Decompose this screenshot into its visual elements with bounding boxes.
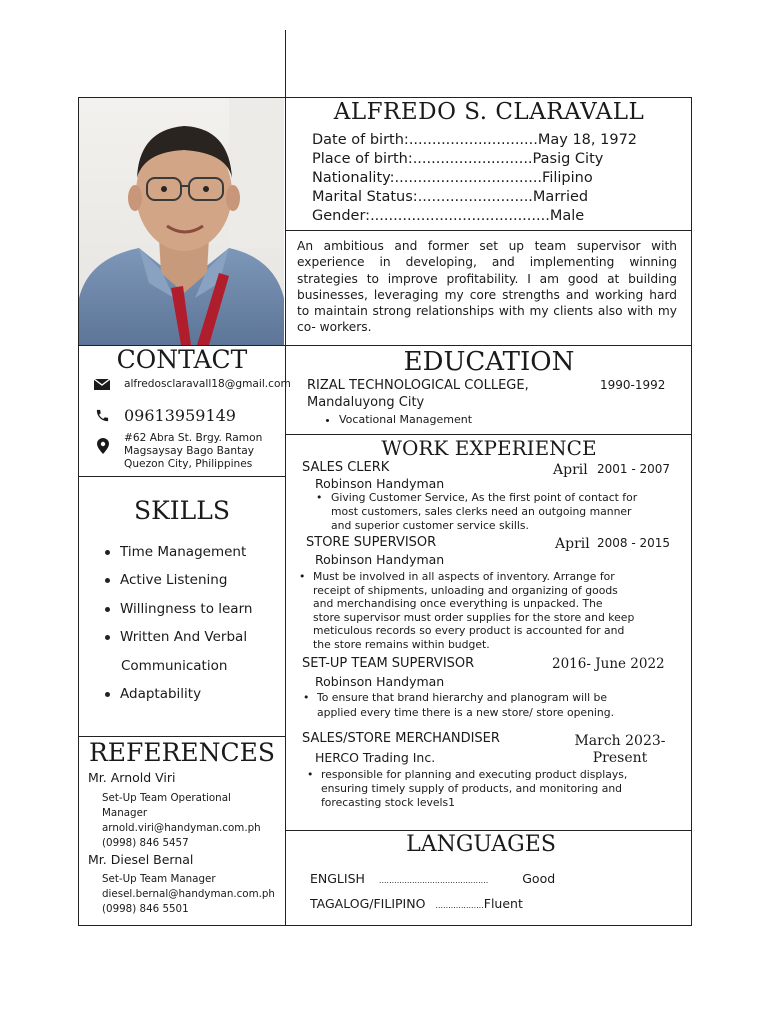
job-title: SALES/STORE MERCHANDISER [302,731,500,746]
contact-phone[interactable]: 09613959149 [124,406,236,425]
info-dots: .......................... [412,151,533,167]
job-company: Robinson Handyman [315,674,445,689]
phone-icon [95,408,110,423]
education-heading: EDUCATION [403,347,575,377]
address-line: Magsaysay Bago Bantay [124,445,255,457]
job-title: SET-UP TEAM SUPERVISOR [302,656,475,671]
languages-heading: LANGUAGES [406,832,556,857]
reference-name: Mr. Arnold Viri [88,770,176,785]
job-month: April [555,536,590,552]
reference-email[interactable]: diesel.bernal@handyman.com.ph [102,888,275,900]
contact-address [124,432,262,471]
address-line: #62 Abra St. Brgy. Ramon [124,432,263,444]
reference-email[interactable]: arnold.viri@handyman.com.ph [102,822,261,834]
divider-summary-education [285,345,692,346]
reference-name: Mr. Diesel Bernal [88,852,194,867]
job-company: Robinson Handyman [315,476,445,491]
info-dots: ................................ [394,170,543,186]
contact-heading: CONTACT [116,345,248,374]
info-value: Married [532,189,589,205]
info-label: Marital Status: [312,189,418,205]
job-title: SALES CLERK [302,460,390,475]
profile-summary: An ambitious and former set up team supervisor with experience in developing, and implementing winning strategies to improve profitability. I am good at building businesses, leveraging my core strengths and working hard to maintain strong relationships with my clients also with my co- workers. [297,239,677,335]
info-dots: ......................... [417,189,533,205]
info-dots: ....................................... [370,208,550,224]
reference-role: Set-Up Team Operational [102,792,231,804]
profile-photo [79,98,284,345]
language-name: ENGLISH [310,871,365,886]
language-dots: ........................................... [378,876,489,885]
job-title: STORE SUPERVISOR [306,535,437,550]
envelope-icon [94,379,110,390]
nationality-row [312,170,593,186]
place-of-birth-row [312,151,603,167]
job-company: Robinson Handyman [315,552,445,567]
divider-work-languages [285,830,692,831]
skills-heading: SKILLS [133,496,230,525]
reference-role: Set-Up Team Manager [102,873,216,885]
language-row [310,871,555,886]
info-label: Nationality: [312,170,395,186]
education-school: RIZAL TECHNOLOGICAL COLLEGE, Mandaluyong City [307,378,529,410]
language-row [310,896,523,911]
skill-item: Willingness to learn [105,601,252,617]
date-of-birth-row [312,132,637,148]
divider-contact-skills [78,476,286,477]
reference-phone[interactable]: (0998) 846 5501 [102,903,189,915]
gender-row [312,208,584,224]
language-name: TAGALOG/FILIPINO [310,896,426,911]
education-years: 1990-1992 [600,378,666,392]
language-level: Good [522,871,556,886]
divider-info-summary [285,230,692,231]
skill-item: Active Listening [105,572,227,588]
job-period: March 2023- Present [574,733,666,766]
info-value: May 18, 1972 [537,132,638,148]
skill-item: Adaptability [105,686,201,702]
info-value: Filipino [542,170,593,186]
map-pin-icon [97,438,109,454]
job-month: April [553,462,588,478]
job-description: • Must be involved in all aspects of inventory. Arrange for receipt of shipments, unloading and organizing of goods and merchandising once everything is unpacked. The store supervisor must order supplies for the store and keep meticulous records so every product is accounted for and the store remains within budget. [299,570,635,651]
job-description: • Giving Customer Service, As the first point of contact for most customers, sales clerks need an outgoing manner and superior customer service skills. [316,491,638,532]
job-company: HERCO Trading Inc. [315,750,436,765]
job-description: • responsible for planning and executing product displays, ensuring timely supply of products, and monitoring and forecasting stock levels1 [307,768,628,809]
job-description: • To ensure that brand hierarchy and planogram will be applied every time there is a new store/ store opening. [303,691,615,719]
skill-item-continuation: Communication [121,658,228,674]
info-label: Place of birth: [312,151,413,167]
divider-skills-references [78,736,286,737]
contact-email[interactable]: alfredosclaravall18@gmail.com [124,378,291,390]
info-label: Gender: [312,208,371,224]
marital-status-row [312,189,588,205]
job-period: 2016- June 2022 [552,656,665,672]
reference-phone[interactable]: (0998) 846 5457 [102,837,189,849]
job-years: 2008 - 2015 [597,536,671,550]
applicant-name: ALFREDO S. CLARAVALL [333,99,645,125]
divider-education-work [285,434,692,435]
outer-border-bottom [78,925,692,926]
skill-item: Time Management [105,544,246,560]
address-line: Quezon City, Philippines [124,458,253,470]
work-experience-heading: WORK EXPERIENCE [381,436,597,460]
info-dots: ............................ [408,132,538,148]
info-value: Male [549,208,585,224]
reference-role: Manager [102,807,148,819]
education-course: • Vocational Management [325,413,472,426]
skill-item: Written And Verbal [105,629,247,645]
reference-details [102,872,275,917]
language-level: Fluent [483,896,523,911]
job-years: 2001 - 2007 [597,462,671,476]
info-label: Date of birth: [312,132,409,148]
info-value: Pasig City [532,151,604,167]
reference-details [102,791,261,851]
top-vertical-rule [285,30,286,98]
column-divider [285,97,286,926]
language-dots: ................... [435,901,484,910]
references-heading: REFERENCES [88,738,276,767]
outer-border-right [691,97,692,926]
